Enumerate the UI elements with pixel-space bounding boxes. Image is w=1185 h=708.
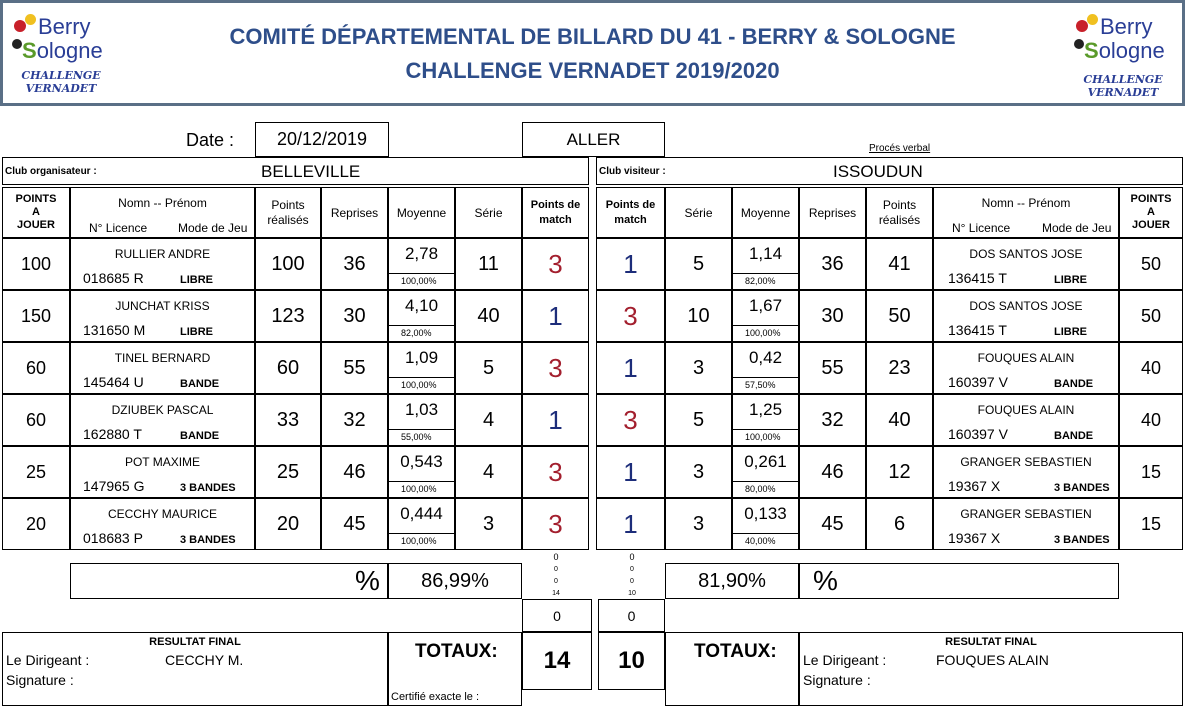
home-points-realises: 123 (255, 290, 321, 342)
home-player-name: JUNCHAT KRISS (115, 299, 210, 313)
home-small-counter: 0 (553, 552, 559, 562)
proces-verbal: Procés verbal (869, 143, 931, 154)
home-reprises: 30 (321, 290, 388, 342)
home-player-cell (70, 342, 255, 394)
home-reprises: 45 (321, 498, 388, 550)
totaux-box-away (665, 632, 799, 706)
home-player-licence: 147965 G (83, 478, 145, 494)
home-dirigeant-name: CECCHY M. (165, 652, 244, 668)
home-points-a-jouer: 25 (2, 446, 70, 498)
home-dirigeant-label: Le Dirigeant : (6, 652, 90, 668)
away-points-a-jouer: 40 (1119, 342, 1183, 394)
club-vis-name: ISSOUDUN (833, 162, 923, 181)
home-small-counter: 0 (554, 578, 558, 585)
away-moyenne-cell (732, 238, 799, 290)
home-pourcentage: 100,00% (401, 536, 437, 546)
away-player-name: GRANGER SEBASTIEN (960, 507, 1092, 521)
away-signature-label: Signature : (803, 672, 871, 688)
away-points-realises: 41 (866, 238, 933, 290)
home-points-match: 3 (522, 498, 589, 550)
away-moyenne-divider (733, 273, 798, 274)
away-result-box (799, 632, 1183, 706)
ball-icon (14, 20, 26, 32)
home-player-cell (70, 290, 255, 342)
home-player-licence: 018683 P (83, 530, 143, 546)
home-player-cell (70, 238, 255, 290)
away-points-realises: 6 (866, 498, 933, 550)
date-label: Date : (186, 130, 235, 150)
home-reprises: 46 (321, 446, 388, 498)
away-player-name: GRANGER SEBASTIEN (960, 455, 1092, 469)
away-player-licence: 19367 X (948, 530, 1001, 546)
away-player-mode: LIBRE (1054, 326, 1087, 338)
home-points-realises: 33 (255, 394, 321, 446)
home-points-realises: 100 (255, 238, 321, 290)
away-col-points-match (596, 187, 665, 238)
home-col-mode-label: Mode de Jeu (178, 221, 248, 235)
away-moyenne-divider (733, 325, 798, 326)
home-moyenne: 0,444 (400, 504, 443, 523)
home-col-moyenne: Moyenne (388, 187, 455, 238)
away-pourcentage: 40,00% (745, 536, 776, 546)
home-serie: 40 (455, 290, 522, 342)
home-col-points-a-jouer (2, 187, 70, 238)
home-player-mode: 3 BANDES (180, 534, 236, 546)
away-player-cell (933, 394, 1119, 446)
away-player-licence: 160397 V (948, 374, 1008, 390)
away-player-mode: BANDE (1054, 430, 1094, 442)
away-moyenne-cell (732, 342, 799, 394)
away-reprises: 36 (799, 238, 866, 290)
away-moyenne-divider (733, 481, 798, 482)
home-pourcentage: 100,00% (401, 380, 437, 390)
home-col-reprises: Reprises (321, 187, 388, 238)
away-reprises: 32 (799, 394, 866, 446)
logo-sologne: Sologne (1084, 38, 1165, 63)
home-moyenne-cell (388, 290, 455, 342)
home-col-points-match-line: match (539, 213, 572, 226)
logo-challenge: CHALLENGE (1083, 73, 1163, 86)
logo-berry: Berry (38, 14, 91, 39)
home-col-points-realises-line: réalisés (267, 212, 309, 227)
logo-left (6, 6, 116, 102)
away-moyenne-cell (732, 394, 799, 446)
home-points-realises: 60 (255, 342, 321, 394)
away-moyenne-cell (732, 446, 799, 498)
away-points-match: 1 (596, 446, 665, 498)
away-small-counter: 0 (629, 552, 635, 562)
away-reprises: 55 (799, 342, 866, 394)
away-col-nom-label: Nomn -- Prénom (981, 196, 1071, 210)
away-col-points-a-jouer-line: JOUER (1132, 219, 1170, 231)
home-moyenne-divider (389, 429, 454, 430)
club-visiteur-bar (596, 157, 1183, 185)
home-moyenne: 4,10 (404, 296, 439, 315)
home-moyenne: 0,543 (400, 452, 443, 471)
away-serie: 3 (665, 446, 732, 498)
ball-icon (1087, 14, 1098, 25)
away-points-realises: 12 (866, 446, 933, 498)
away-moyenne-divider (733, 377, 798, 378)
away-total: 10 (598, 632, 665, 690)
logo-vernadet: VERNADET (25, 82, 97, 95)
home-player-mode: 3 BANDES (180, 482, 236, 494)
away-totaux-label: TOTAUX: (694, 641, 777, 662)
away-serie: 5 (665, 238, 732, 290)
home-moyenne-divider (389, 533, 454, 534)
home-signature-label: Signature : (6, 672, 74, 688)
home-player-cell (70, 446, 255, 498)
away-col-points-match-line: match (614, 213, 647, 226)
away-col-mode-label: Mode de Jeu (1042, 221, 1112, 235)
home-player-licence: 162880 T (83, 426, 142, 442)
home-serie: 4 (455, 394, 522, 446)
away-pourcentage: 100,00% (745, 432, 781, 442)
away-moyenne: 1,14 (748, 244, 783, 263)
away-moyenne-divider (733, 429, 798, 430)
home-pct-value: 86,99% (388, 563, 522, 599)
away-pct-box (799, 563, 1119, 599)
home-zero: 0 (522, 599, 592, 632)
totaux-box-home (388, 632, 522, 706)
home-col-licence-label: N° Licence (89, 221, 148, 235)
away-player-cell (933, 446, 1119, 498)
home-col-points-a-jouer-line: POINTS (15, 193, 57, 205)
away-player-name: FOUQUES ALAIN (977, 403, 1075, 417)
home-points-match: 1 (522, 394, 589, 446)
away-player-cell (933, 290, 1119, 342)
home-points-a-jouer: 150 (2, 290, 70, 342)
ball-icon (12, 39, 22, 49)
away-col-reprises: Reprises (799, 187, 866, 238)
home-moyenne: 2,78 (404, 244, 439, 263)
home-total: 14 (522, 632, 592, 690)
home-reprises: 32 (321, 394, 388, 446)
away-points-match: 1 (596, 238, 665, 290)
home-player-licence: 145464 U (83, 374, 144, 390)
page-title: COMITÉ DÉPARTEMENTAL DE BILLARD DU 41 - BERRY & SOLOGNE (229, 24, 956, 49)
away-resultat-label: RESULTAT FINAL (945, 636, 1037, 648)
away-points-match: 3 (596, 394, 665, 446)
home-points-realises: 20 (255, 498, 321, 550)
home-points-a-jouer: 60 (2, 342, 70, 394)
away-player-name: FOUQUES ALAIN (977, 351, 1075, 365)
home-serie: 5 (455, 342, 522, 394)
home-player-name: TINEL BERNARD (114, 351, 211, 365)
certifie-label: Certifié exacte le : (391, 691, 480, 703)
away-col-points-realises (866, 187, 933, 238)
away-player-licence: 160397 V (948, 426, 1008, 442)
home-moyenne-cell (388, 342, 455, 394)
away-zero: 0 (598, 599, 665, 632)
away-moyenne: 0,133 (744, 504, 787, 523)
away-col-serie: Série (665, 187, 732, 238)
away-col-nom-prenom (933, 187, 1119, 238)
home-player-licence: 018685 R (83, 270, 144, 286)
away-player-mode: 3 BANDES (1054, 534, 1110, 546)
home-moyenne-divider (389, 481, 454, 482)
leg-label: ALLER (522, 122, 665, 157)
away-moyenne-divider (733, 533, 798, 534)
home-player-mode: LIBRE (180, 274, 213, 286)
home-serie: 4 (455, 446, 522, 498)
home-player-name: POT MAXIME (124, 455, 201, 469)
home-pourcentage: 82,00% (401, 328, 432, 338)
away-player-name: DOS SANTOS JOSE (969, 247, 1083, 261)
away-serie: 3 (665, 342, 732, 394)
away-moyenne: 0,261 (744, 452, 787, 471)
home-reprises: 55 (321, 342, 388, 394)
away-col-moyenne: Moyenne (732, 187, 799, 238)
away-points-a-jouer: 40 (1119, 394, 1183, 446)
away-moyenne: 1,67 (748, 296, 783, 315)
away-col-licence-label: N° Licence (952, 221, 1011, 235)
ball-icon (25, 14, 36, 25)
away-small-counter: 0 (630, 578, 634, 585)
away-serie: 5 (665, 394, 732, 446)
away-col-points-match-line: Points de (605, 198, 656, 211)
header-banner (0, 0, 1185, 106)
home-moyenne-divider (389, 325, 454, 326)
club-org-label: Club organisateur : (5, 166, 97, 177)
away-points-a-jouer: 15 (1119, 498, 1183, 550)
home-player-licence: 131650 M (83, 322, 146, 338)
away-player-cell (933, 342, 1119, 394)
away-player-cell (933, 498, 1119, 550)
away-col-points-realises-line: Points (882, 197, 917, 212)
away-pct-symbol: % (813, 565, 838, 596)
home-points-a-jouer: 60 (2, 394, 70, 446)
away-reprises: 46 (799, 446, 866, 498)
logo-right (1068, 6, 1178, 102)
home-serie: 11 (455, 238, 522, 290)
away-points-realises: 23 (866, 342, 933, 394)
home-col-points-match (522, 187, 589, 238)
away-pourcentage: 82,00% (745, 276, 776, 286)
ball-icon (1074, 39, 1084, 49)
home-serie: 3 (455, 498, 522, 550)
home-player-mode: BANDE (180, 378, 220, 390)
home-points-a-jouer: 100 (2, 238, 70, 290)
away-pct-value: 81,90% (665, 563, 799, 599)
home-col-points-realises (255, 187, 321, 238)
home-moyenne-cell (388, 238, 455, 290)
home-points-match: 3 (522, 446, 589, 498)
home-moyenne-divider (389, 377, 454, 378)
home-moyenne-divider (389, 273, 454, 274)
date-value: 20/12/2019 (255, 122, 389, 157)
home-col-nom-prenom (70, 187, 255, 238)
club-vis-label: Club visiteur : (599, 166, 666, 177)
away-serie: 3 (665, 498, 732, 550)
ball-icon (1076, 20, 1088, 32)
home-small-counter: 0 (554, 566, 558, 573)
logo-sologne: Sologne (22, 38, 103, 63)
home-player-name: RULLIER ANDRE (114, 247, 211, 261)
logo-challenge: CHALLENGE (21, 69, 101, 82)
away-moyenne: 1,25 (748, 400, 783, 419)
home-col-nom-label: Nomn -- Prénom (118, 196, 207, 210)
away-moyenne: 0,42 (748, 348, 783, 367)
home-col-serie: Série (455, 187, 522, 238)
away-player-licence: 19367 X (948, 478, 1001, 494)
away-player-mode: 3 BANDES (1054, 482, 1110, 494)
home-points-realises: 25 (255, 446, 321, 498)
away-reprises: 30 (799, 290, 866, 342)
away-points-a-jouer: 50 (1119, 290, 1183, 342)
home-player-name: CECCHY MAURICE (107, 507, 218, 521)
home-points-match: 1 (522, 290, 589, 342)
home-pourcentage: 100,00% (401, 276, 437, 286)
home-player-name: DZIUBEK PASCAL (111, 403, 214, 417)
away-col-points-a-jouer-line: POINTS (1130, 193, 1172, 205)
away-small-counter: 0 (630, 566, 634, 573)
away-pourcentage: 80,00% (745, 484, 776, 494)
home-player-cell (70, 498, 255, 550)
home-pct-symbol: % (355, 565, 380, 596)
away-moyenne-cell (732, 498, 799, 550)
home-moyenne-cell (388, 394, 455, 446)
home-pct-box (70, 563, 388, 599)
away-dirigeant-name: FOUQUES ALAIN (936, 652, 1049, 668)
away-col-points-a-jouer (1119, 187, 1183, 238)
home-col-points-a-jouer-line: A (32, 206, 40, 218)
club-org-name: BELLEVILLE (261, 162, 361, 181)
away-points-realises: 50 (866, 290, 933, 342)
away-points-match: 1 (596, 342, 665, 394)
logo-berry: Berry (1100, 14, 1153, 39)
away-small-counter: 10 (628, 590, 636, 597)
away-points-a-jouer: 50 (1119, 238, 1183, 290)
away-serie: 10 (665, 290, 732, 342)
away-points-realises: 40 (866, 394, 933, 446)
home-totaux-label: TOTAUX: (415, 641, 498, 662)
home-player-cell (70, 394, 255, 446)
away-player-mode: LIBRE (1054, 274, 1087, 286)
home-points-match: 3 (522, 238, 589, 290)
home-player-mode: BANDE (180, 430, 220, 442)
home-small-counter: 14 (552, 590, 560, 597)
away-col-points-realises-line: réalisés (878, 212, 921, 227)
away-pourcentage: 57,50% (745, 380, 776, 390)
away-points-match: 1 (596, 498, 665, 550)
home-pourcentage: 100,00% (401, 484, 437, 494)
away-player-licence: 136415 T (948, 270, 1007, 286)
home-reprises: 36 (321, 238, 388, 290)
home-pourcentage: 55,00% (401, 432, 432, 442)
home-col-points-match-line: Points de (530, 198, 581, 211)
away-points-a-jouer: 15 (1119, 446, 1183, 498)
home-result-box (2, 632, 388, 706)
home-player-mode: LIBRE (180, 326, 213, 338)
away-dirigeant-label: Le Dirigeant : (803, 652, 887, 668)
away-player-licence: 136415 T (948, 322, 1007, 338)
away-pourcentage: 100,00% (745, 328, 781, 338)
away-player-name: DOS SANTOS JOSE (969, 299, 1083, 313)
away-moyenne-cell (732, 290, 799, 342)
home-col-points-realises-line: Points (271, 197, 305, 212)
club-organisateur-bar (2, 157, 589, 185)
away-player-mode: BANDE (1054, 378, 1094, 390)
home-resultat-label: RESULTAT FINAL (149, 636, 241, 648)
home-points-match: 3 (522, 342, 589, 394)
home-points-a-jouer: 20 (2, 498, 70, 550)
home-moyenne: 1,03 (404, 400, 439, 419)
page-subtitle: CHALLENGE VERNADET 2019/2020 (405, 58, 780, 83)
away-col-points-a-jouer-line: A (1147, 206, 1155, 218)
home-moyenne-cell (388, 446, 455, 498)
home-moyenne-cell (388, 498, 455, 550)
away-reprises: 45 (799, 498, 866, 550)
away-points-match: 3 (596, 290, 665, 342)
logo-vernadet: VERNADET (1087, 86, 1159, 99)
home-moyenne: 1,09 (404, 348, 439, 367)
home-col-points-a-jouer-line: JOUER (17, 219, 55, 231)
away-player-cell (933, 238, 1119, 290)
